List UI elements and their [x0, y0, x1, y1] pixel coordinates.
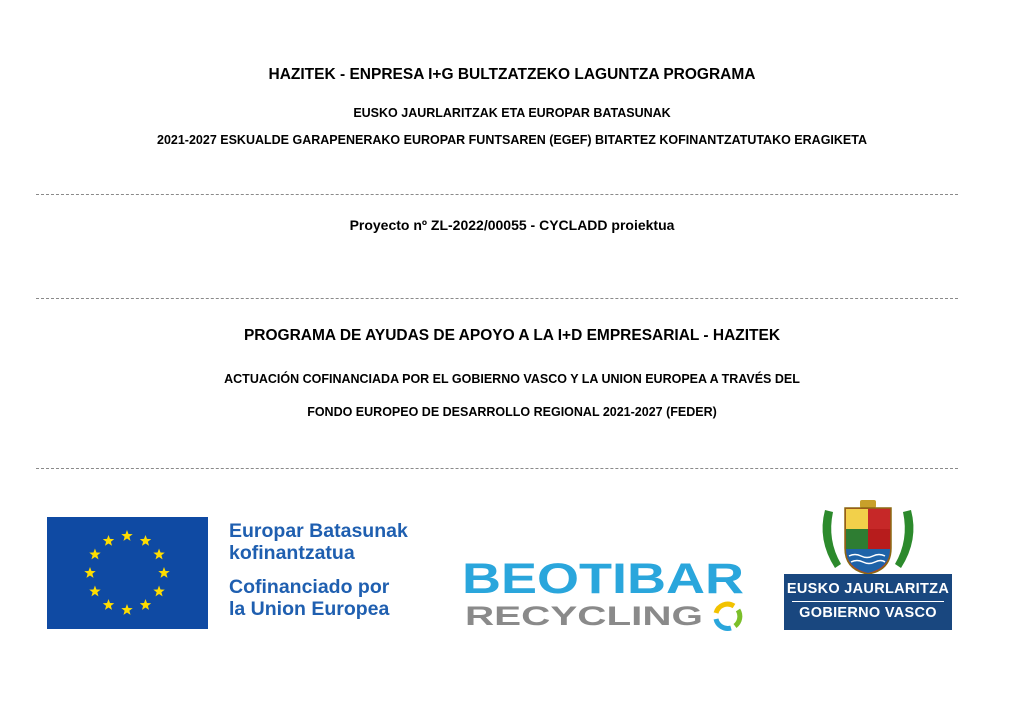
spanish-title: PROGRAMA DE AYUDAS DE APOYO A LA I+D EMPRESARIAL - HAZITEK: [243, 327, 781, 344]
eu-star-icon: [153, 549, 164, 560]
project-line: Proyecto nº ZL-2022/00055 - CYCLADD proiektua: [349, 217, 675, 233]
separator-3: [36, 468, 958, 469]
beotibar-recycling-logo: [462, 555, 752, 637]
spanish-line-3: FONDO EUROPEO DE DESARROLLO REGIONAL 2021-2027 (FEDER): [307, 405, 717, 419]
eu-star-icon: [158, 567, 169, 578]
eu-star-icon: [103, 535, 114, 546]
eu-stars-icon: [47, 517, 208, 629]
eu-star-icon: [121, 530, 132, 541]
eu-star-icon: [153, 586, 164, 597]
eu-star-icon: [84, 567, 95, 578]
eu-star-icon: [89, 549, 100, 560]
header-line-2: EUSKO JAURLARITZAK ETA EUROPAR BATASUNAK: [353, 106, 671, 120]
separator-1: [36, 194, 958, 195]
eu-star-icon: [140, 599, 151, 610]
separator-2: [36, 298, 958, 299]
beotibar-tagline: RECYCLING: [465, 601, 703, 631]
eu-star-icon: [89, 586, 100, 597]
beotibar-name: BEOTIBAR: [462, 555, 744, 603]
eu-line-1: Europar Batasunak: [229, 520, 408, 542]
eu-star-icon: [121, 604, 132, 615]
eu-flag-icon: [47, 517, 208, 629]
header-line-3: 2021-2027 ESKUALDE GARAPENERAKO EUROPAR FUNTSAREN (EGEF) BITARTEZ KOFINANTZATUTAKO ERAGIKETA: [157, 133, 867, 147]
eu-cofinance-text: [229, 520, 408, 620]
eu-line-3: Cofinanciado por: [229, 576, 390, 598]
gobierno-line-1: EUSKO JAURLARITZA: [786, 581, 950, 597]
gobierno-divider: [792, 601, 944, 602]
header-title: HAZITEK - ENPRESA I+G BULTZATZEKO LAGUNTZA PROGRAMA: [268, 66, 756, 83]
eu-line-2: kofinantzatua: [229, 542, 355, 564]
gobierno-vasco-box: [784, 574, 952, 630]
basque-coat-of-arms-icon: [815, 500, 921, 574]
eu-star-icon: [103, 599, 114, 610]
eu-line-4: la Union Europea: [229, 598, 390, 620]
gobierno-line-2: GOBIERNO VASCO: [799, 605, 937, 621]
spanish-line-2: ACTUACIÓN COFINANCIADA POR EL GOBIERNO VASCO Y LA UNION EUROPEA A TRAVÉS DEL: [224, 372, 800, 386]
eu-star-icon: [140, 535, 151, 546]
recycle-icon: [716, 604, 740, 628]
